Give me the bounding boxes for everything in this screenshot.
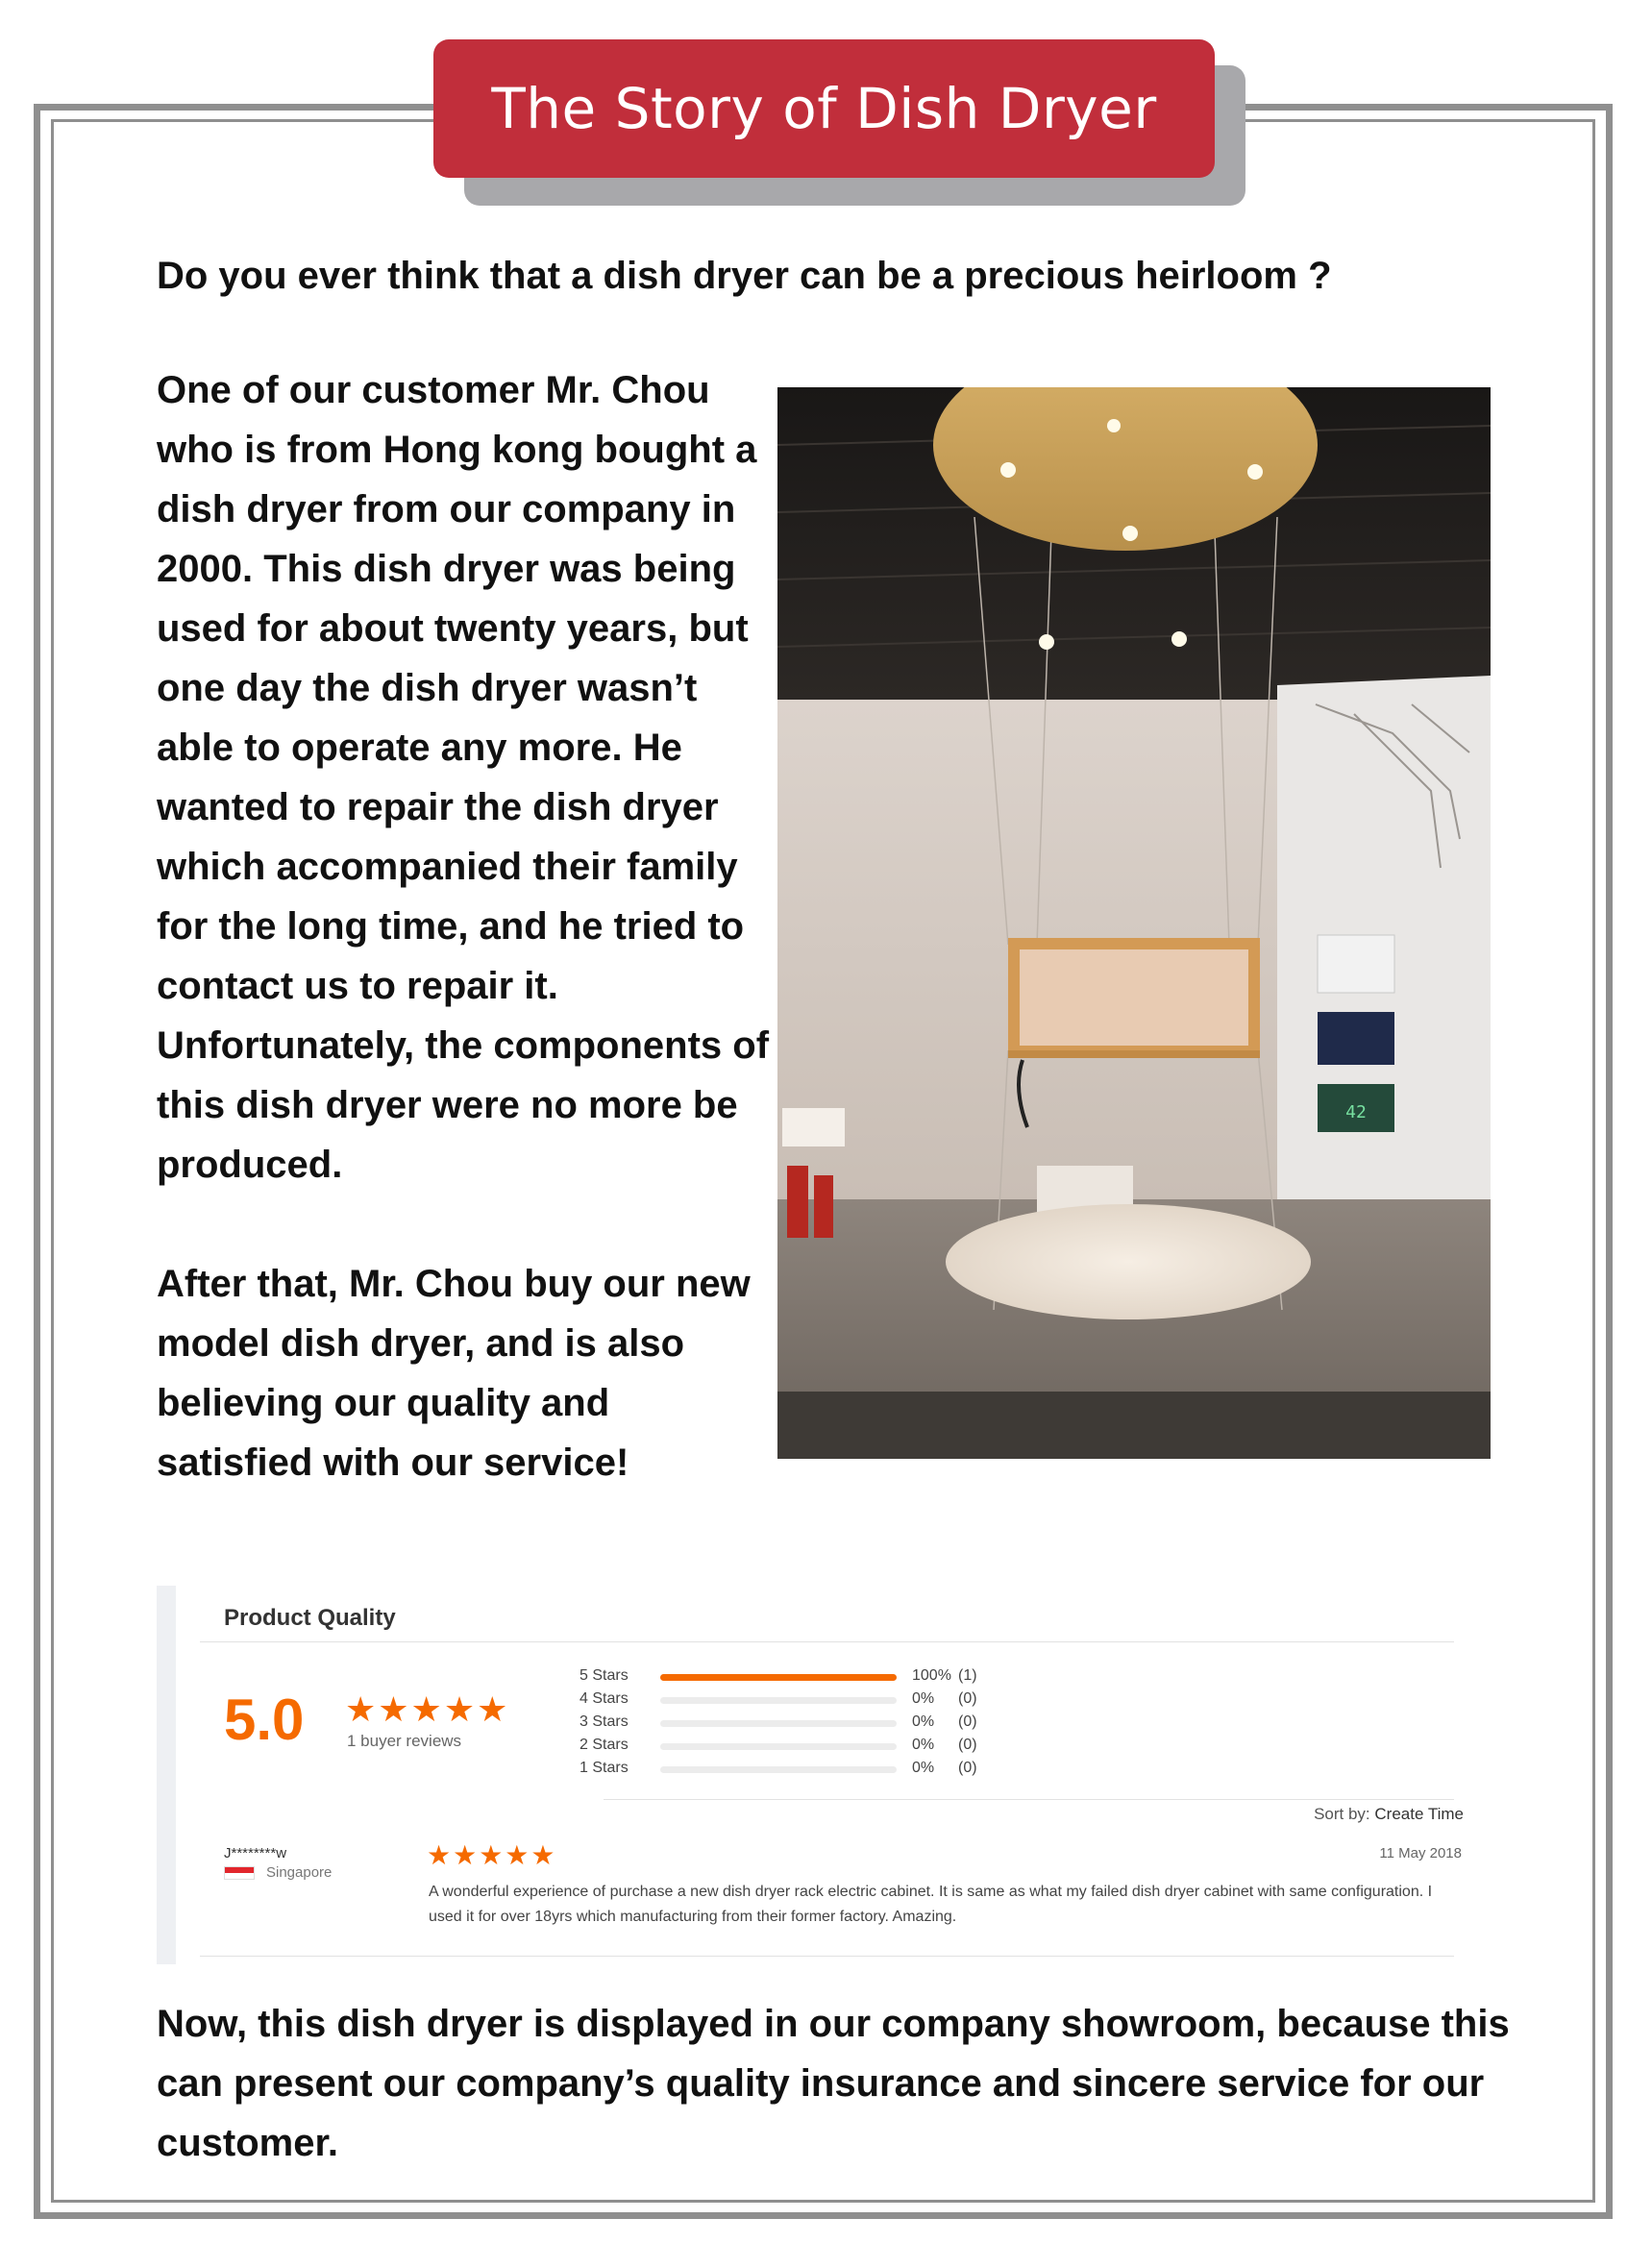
rating-stars: ★★★★★ [345,1689,510,1729]
sort-value: Create Time [1374,1805,1464,1823]
divider [200,1641,1454,1642]
sort-label: Sort by: [1314,1805,1370,1823]
showroom-photo [777,387,1491,1459]
review-panel [157,1586,1473,1964]
rating-row-label: 3 Stars [579,1713,629,1730]
sort-control[interactable] [1314,1805,1464,1824]
rating-row-count: (0) [958,1760,977,1776]
rating-row-count: (0) [958,1737,977,1753]
rating-row-percent: 0% [912,1760,935,1776]
story-paragraph-2: After that, Mr. Chou buy our new model dish dryer, and is also believing our quality and satisfied with our service! [157,1263,751,1484]
rating-row-percent: 0% [912,1690,935,1707]
buyer-reviews-count: 1 buyer reviews [347,1732,462,1750]
rating-row-count: (0) [958,1713,977,1730]
rating-bar-track [660,1766,897,1773]
reviewer-country [224,1864,332,1881]
rating-row-count: (1) [958,1667,977,1684]
rating-row-label: 2 Stars [579,1737,629,1753]
rating-row-percent: 0% [912,1713,935,1730]
divider [604,1799,1454,1800]
rating-bar-track [660,1674,897,1681]
headline: Do you ever think that a dish dryer can be a precious heirloom ? [157,255,1332,297]
country-name: Singapore [266,1864,333,1881]
rating-row-percent: 0% [912,1737,935,1753]
review-stars: ★★★★★ [427,1840,557,1870]
rating-row-count: (0) [958,1690,977,1707]
rating-bar-track [660,1743,897,1750]
story-paragraph-1: One of our customer Mr. Chou who is from Hong kong bought a dish dryer from our company in 2000. This dish dryer was being used for about twenty years, but one day the dish dryer wasn’t able to operate any more. He wanted to repair the dish dryer which accompanied their family for the long time, and he tried to contact us to repair it. Unfortunately, the components of this dish dryer were no more be produced. [157,369,770,1186]
review-panel-accent-bar [157,1586,176,1964]
showroom-illustration [777,387,1491,1459]
reviewer-name: J********w [224,1845,287,1861]
rating-row-label: 4 Stars [579,1690,629,1707]
rating-row-label: 5 Stars [579,1667,629,1684]
svg-text:42: 42 [1345,1102,1367,1122]
rating-bar-track [660,1697,897,1704]
review-section-title: Product Quality [224,1605,396,1631]
closing-text: Now, this dish dryer is displayed in our company showroom, because this can present our company’s quality insurance and sincere service for our customer. [157,2003,1510,2164]
rating-bar-track [660,1720,897,1727]
rating-row-label: 1 Stars [579,1760,629,1776]
divider [200,1956,1454,1957]
rating-row-percent: 100% [912,1667,951,1684]
story-text [157,360,772,1492]
review-text: A wonderful experience of purchase a new dish dryer rack electric cabinet. It is same as what my failed dish dryer cabinet with same configuration. I used it for over 18yrs which manufacturing from their former factory. Amazing. [429,1884,1433,1925]
rating-score: 5.0 [224,1688,305,1752]
singapore-flag-icon [224,1866,255,1880]
page-title: The Story of Dish Dryer [433,39,1215,178]
rating-bar-fill [660,1674,897,1681]
review-date: 11 May 2018 [1379,1845,1462,1861]
